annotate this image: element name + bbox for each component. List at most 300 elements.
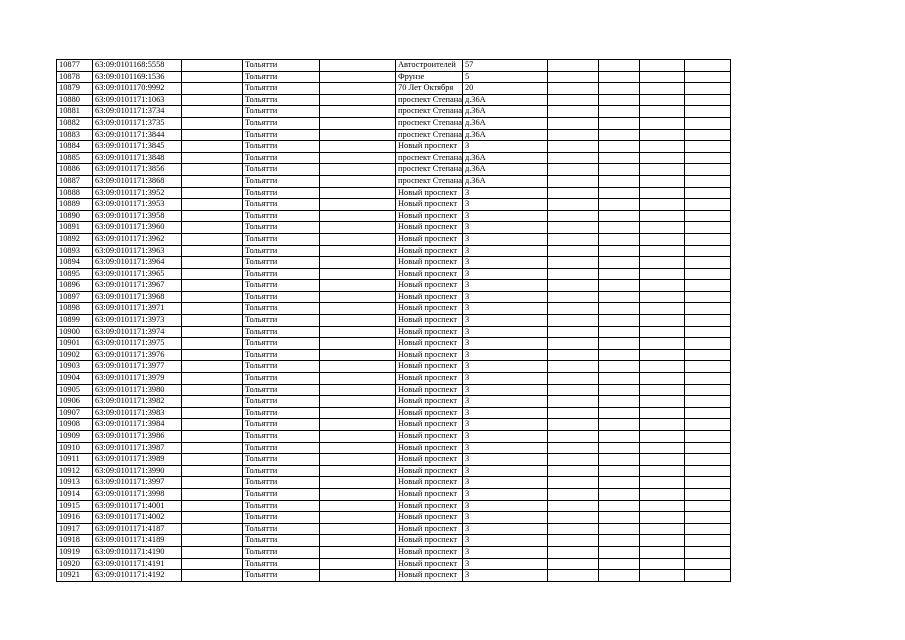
- empty-cell: [598, 106, 639, 118]
- empty-cell: [182, 210, 243, 222]
- empty-cell: [182, 175, 243, 187]
- street-cell: Новый проспект: [396, 141, 463, 153]
- empty-cell: [182, 349, 243, 361]
- empty-cell: [598, 396, 639, 408]
- row-number-cell: 10918: [57, 535, 93, 547]
- row-number-cell: 10878: [57, 71, 93, 83]
- street-cell: Новый проспект: [396, 187, 463, 199]
- empty-cell: [684, 291, 730, 303]
- city-cell: Тольятти: [243, 117, 320, 129]
- empty-cell: [320, 384, 396, 396]
- empty-cell: [639, 268, 684, 280]
- empty-cell: [182, 373, 243, 385]
- empty-cell: [320, 442, 396, 454]
- street-cell: Новый проспект: [396, 442, 463, 454]
- empty-cell: [598, 199, 639, 211]
- street-cell: Новый проспект: [396, 396, 463, 408]
- empty-cell: [182, 488, 243, 500]
- street-cell: Новый проспект: [396, 419, 463, 431]
- city-cell: Тольятти: [243, 407, 320, 419]
- empty-cell: [684, 199, 730, 211]
- city-cell: Тольятти: [243, 570, 320, 582]
- empty-cell: [182, 60, 243, 72]
- table-row: [57, 373, 731, 385]
- cadastral-number-cell: 63:09:0101171:3963: [93, 245, 182, 257]
- street-cell: Новый проспект: [396, 512, 463, 524]
- table-row: [57, 396, 731, 408]
- empty-cell: [684, 129, 730, 141]
- cadastral-number-cell: 63:09:0101171:3990: [93, 465, 182, 477]
- empty-cell: [684, 106, 730, 118]
- cadastral-number-cell: 63:09:0101171:3998: [93, 488, 182, 500]
- empty-cell: [320, 431, 396, 443]
- cadastral-number-cell: 63:09:0101171:4192: [93, 570, 182, 582]
- street-cell: Новый проспект: [396, 303, 463, 315]
- city-cell: Тольятти: [243, 94, 320, 106]
- street-cell: Новый проспект: [396, 280, 463, 292]
- table-row: [57, 570, 731, 582]
- empty-cell: [547, 396, 598, 408]
- empty-cell: [182, 71, 243, 83]
- cadastral-number-cell: 63:09:0101171:3964: [93, 257, 182, 269]
- house-number-cell: 3: [462, 361, 547, 373]
- empty-cell: [598, 222, 639, 234]
- empty-cell: [547, 83, 598, 95]
- empty-cell: [598, 431, 639, 443]
- empty-cell: [684, 407, 730, 419]
- empty-cell: [547, 384, 598, 396]
- empty-cell: [320, 199, 396, 211]
- empty-cell: [320, 245, 396, 257]
- table-row: [57, 175, 731, 187]
- empty-cell: [547, 558, 598, 570]
- row-number-cell: 10917: [57, 523, 93, 535]
- cadastral-number-cell: 63:09:0101171:3968: [93, 291, 182, 303]
- empty-cell: [684, 338, 730, 350]
- empty-cell: [320, 488, 396, 500]
- city-cell: Тольятти: [243, 465, 320, 477]
- city-cell: Тольятти: [243, 523, 320, 535]
- row-number-cell: 10883: [57, 129, 93, 141]
- empty-cell: [320, 141, 396, 153]
- house-number-cell: 3: [462, 280, 547, 292]
- empty-cell: [182, 477, 243, 489]
- empty-cell: [320, 454, 396, 466]
- empty-cell: [639, 512, 684, 524]
- street-cell: Новый проспект: [396, 535, 463, 547]
- city-cell: Тольятти: [243, 175, 320, 187]
- empty-cell: [639, 523, 684, 535]
- empty-cell: [182, 338, 243, 350]
- row-number-cell: 10892: [57, 233, 93, 245]
- empty-cell: [684, 152, 730, 164]
- cadastral-number-cell: 63:09:0101171:3734: [93, 106, 182, 118]
- house-number-cell: 57: [462, 60, 547, 72]
- cadastral-number-cell: 63:09:0101171:3983: [93, 407, 182, 419]
- empty-cell: [547, 488, 598, 500]
- city-cell: Тольятти: [243, 141, 320, 153]
- row-number-cell: 10903: [57, 361, 93, 373]
- empty-cell: [547, 175, 598, 187]
- street-cell: Новый проспект: [396, 546, 463, 558]
- empty-cell: [598, 152, 639, 164]
- house-number-cell: 3: [462, 535, 547, 547]
- empty-cell: [598, 512, 639, 524]
- row-number-cell: 10897: [57, 291, 93, 303]
- house-number-cell: 3: [462, 431, 547, 443]
- street-cell: проспект Степана: [396, 117, 463, 129]
- empty-cell: [547, 94, 598, 106]
- empty-cell: [320, 187, 396, 199]
- empty-cell: [684, 512, 730, 524]
- empty-cell: [320, 280, 396, 292]
- empty-cell: [320, 558, 396, 570]
- empty-cell: [182, 465, 243, 477]
- street-cell: проспект Степана: [396, 175, 463, 187]
- row-number-cell: 10921: [57, 570, 93, 582]
- table-row: [57, 210, 731, 222]
- city-cell: Тольятти: [243, 129, 320, 141]
- empty-cell: [320, 106, 396, 118]
- empty-cell: [598, 257, 639, 269]
- empty-cell: [639, 570, 684, 582]
- empty-cell: [684, 570, 730, 582]
- empty-cell: [598, 175, 639, 187]
- cadastral-number-cell: 63:09:0101171:3965: [93, 268, 182, 280]
- house-number-cell: 3: [462, 257, 547, 269]
- city-cell: Тольятти: [243, 558, 320, 570]
- empty-cell: [598, 141, 639, 153]
- empty-cell: [639, 129, 684, 141]
- empty-cell: [598, 407, 639, 419]
- row-number-cell: 10890: [57, 210, 93, 222]
- street-cell: 70 Лет Октября: [396, 83, 463, 95]
- street-cell: Новый проспект: [396, 558, 463, 570]
- empty-cell: [598, 523, 639, 535]
- city-cell: Тольятти: [243, 396, 320, 408]
- empty-cell: [598, 373, 639, 385]
- table-row: [57, 477, 731, 489]
- row-number-cell: 10913: [57, 477, 93, 489]
- house-number-cell: д.36А: [462, 129, 547, 141]
- table-row: [57, 71, 731, 83]
- row-number-cell: 10905: [57, 384, 93, 396]
- row-number-cell: 10891: [57, 222, 93, 234]
- empty-cell: [639, 187, 684, 199]
- house-number-cell: 3: [462, 303, 547, 315]
- empty-cell: [320, 396, 396, 408]
- empty-cell: [320, 222, 396, 234]
- table-row: [57, 303, 731, 315]
- empty-cell: [320, 570, 396, 582]
- empty-cell: [639, 384, 684, 396]
- table-row: [57, 500, 731, 512]
- empty-cell: [639, 419, 684, 431]
- empty-cell: [547, 338, 598, 350]
- row-number-cell: 10907: [57, 407, 93, 419]
- street-cell: проспект Степана: [396, 129, 463, 141]
- empty-cell: [182, 361, 243, 373]
- cadastral-number-cell: 63:09:0101171:3979: [93, 373, 182, 385]
- row-number-cell: 10906: [57, 396, 93, 408]
- street-cell: Новый проспект: [396, 384, 463, 396]
- house-number-cell: д.36А: [462, 106, 547, 118]
- table-row: [57, 454, 731, 466]
- cadastral-number-cell: 63:09:0101171:3986: [93, 431, 182, 443]
- street-cell: Новый проспект: [396, 268, 463, 280]
- city-cell: Тольятти: [243, 361, 320, 373]
- empty-cell: [182, 222, 243, 234]
- city-cell: Тольятти: [243, 477, 320, 489]
- cadastral-number-cell: 63:09:0101171:3735: [93, 117, 182, 129]
- empty-cell: [547, 303, 598, 315]
- table-row: [57, 442, 731, 454]
- empty-cell: [598, 187, 639, 199]
- cadastral-number-cell: 63:09:0101171:3980: [93, 384, 182, 396]
- empty-cell: [639, 535, 684, 547]
- city-cell: Тольятти: [243, 500, 320, 512]
- house-number-cell: 3: [462, 199, 547, 211]
- empty-cell: [684, 349, 730, 361]
- table-row: [57, 407, 731, 419]
- house-number-cell: 3: [462, 373, 547, 385]
- empty-cell: [320, 465, 396, 477]
- street-cell: Новый проспект: [396, 431, 463, 443]
- empty-cell: [639, 233, 684, 245]
- empty-cell: [639, 71, 684, 83]
- cadastral-number-cell: 63:09:0101171:3952: [93, 187, 182, 199]
- city-cell: Тольятти: [243, 349, 320, 361]
- empty-cell: [639, 500, 684, 512]
- empty-cell: [182, 326, 243, 338]
- empty-cell: [182, 233, 243, 245]
- city-cell: Тольятти: [243, 488, 320, 500]
- house-number-cell: 3: [462, 442, 547, 454]
- empty-cell: [547, 500, 598, 512]
- empty-cell: [182, 164, 243, 176]
- table-row: [57, 222, 731, 234]
- empty-cell: [182, 523, 243, 535]
- empty-cell: [547, 523, 598, 535]
- empty-cell: [547, 210, 598, 222]
- row-number-cell: 10898: [57, 303, 93, 315]
- street-cell: Новый проспект: [396, 523, 463, 535]
- empty-cell: [684, 361, 730, 373]
- empty-cell: [684, 245, 730, 257]
- empty-cell: [684, 326, 730, 338]
- empty-cell: [547, 442, 598, 454]
- empty-cell: [547, 164, 598, 176]
- row-number-cell: 10888: [57, 187, 93, 199]
- empty-cell: [684, 233, 730, 245]
- table-row: [57, 419, 731, 431]
- row-number-cell: 10902: [57, 349, 93, 361]
- empty-cell: [547, 106, 598, 118]
- empty-cell: [639, 60, 684, 72]
- empty-cell: [320, 175, 396, 187]
- empty-cell: [182, 199, 243, 211]
- house-number-cell: д.36А: [462, 152, 547, 164]
- empty-cell: [639, 558, 684, 570]
- row-number-cell: 10880: [57, 94, 93, 106]
- empty-cell: [639, 175, 684, 187]
- empty-cell: [320, 407, 396, 419]
- house-number-cell: 3: [462, 512, 547, 524]
- empty-cell: [182, 152, 243, 164]
- empty-cell: [639, 454, 684, 466]
- empty-cell: [182, 141, 243, 153]
- street-cell: Новый проспект: [396, 315, 463, 327]
- city-cell: Тольятти: [243, 291, 320, 303]
- empty-cell: [547, 349, 598, 361]
- street-cell: проспект Степана: [396, 106, 463, 118]
- street-cell: проспект Степана: [396, 152, 463, 164]
- cadastral-number-cell: 63:09:0101171:3997: [93, 477, 182, 489]
- house-number-cell: 3: [462, 500, 547, 512]
- cadastral-number-cell: 63:09:0101171:4002: [93, 512, 182, 524]
- cadastral-number-cell: 63:09:0101171:1063: [93, 94, 182, 106]
- table-row: [57, 164, 731, 176]
- table-row: [57, 117, 731, 129]
- empty-cell: [598, 245, 639, 257]
- house-number-cell: 3: [462, 349, 547, 361]
- street-cell: Новый проспект: [396, 500, 463, 512]
- empty-cell: [684, 396, 730, 408]
- city-cell: Тольятти: [243, 164, 320, 176]
- empty-cell: [182, 431, 243, 443]
- empty-cell: [598, 488, 639, 500]
- empty-cell: [182, 546, 243, 558]
- empty-cell: [639, 546, 684, 558]
- empty-cell: [639, 164, 684, 176]
- house-number-cell: 3: [462, 141, 547, 153]
- city-cell: Тольятти: [243, 454, 320, 466]
- empty-cell: [598, 164, 639, 176]
- house-number-cell: 3: [462, 245, 547, 257]
- empty-cell: [684, 175, 730, 187]
- empty-cell: [639, 349, 684, 361]
- empty-cell: [320, 512, 396, 524]
- empty-cell: [598, 60, 639, 72]
- empty-cell: [182, 454, 243, 466]
- empty-cell: [547, 280, 598, 292]
- empty-cell: [547, 535, 598, 547]
- empty-cell: [639, 431, 684, 443]
- empty-cell: [320, 268, 396, 280]
- cadastral-number-cell: 63:09:0101171:4190: [93, 546, 182, 558]
- table-row: [57, 280, 731, 292]
- empty-cell: [639, 257, 684, 269]
- table-row: [57, 245, 731, 257]
- table-row: [57, 512, 731, 524]
- empty-cell: [639, 245, 684, 257]
- empty-cell: [598, 454, 639, 466]
- row-number-cell: 10912: [57, 465, 93, 477]
- empty-cell: [182, 245, 243, 257]
- empty-cell: [320, 83, 396, 95]
- empty-cell: [639, 338, 684, 350]
- empty-cell: [684, 71, 730, 83]
- street-cell: Фрунзе: [396, 71, 463, 83]
- empty-cell: [547, 129, 598, 141]
- empty-cell: [684, 141, 730, 153]
- empty-cell: [547, 512, 598, 524]
- empty-cell: [320, 257, 396, 269]
- city-cell: Тольятти: [243, 419, 320, 431]
- cadastral-number-cell: 63:09:0101171:3974: [93, 326, 182, 338]
- empty-cell: [320, 164, 396, 176]
- empty-cell: [182, 396, 243, 408]
- cadastral-number-cell: 63:09:0101171:3868: [93, 175, 182, 187]
- empty-cell: [547, 152, 598, 164]
- row-number-cell: 10920: [57, 558, 93, 570]
- row-number-cell: 10910: [57, 442, 93, 454]
- table-row: [57, 523, 731, 535]
- street-cell: проспект Степана: [396, 164, 463, 176]
- house-number-cell: 3: [462, 338, 547, 350]
- empty-cell: [639, 222, 684, 234]
- house-number-cell: 3: [462, 454, 547, 466]
- row-number-cell: 10916: [57, 512, 93, 524]
- empty-cell: [182, 129, 243, 141]
- city-cell: Тольятти: [243, 303, 320, 315]
- empty-cell: [639, 199, 684, 211]
- empty-cell: [182, 419, 243, 431]
- city-cell: Тольятти: [243, 83, 320, 95]
- street-cell: Новый проспект: [396, 465, 463, 477]
- row-number-cell: 10904: [57, 373, 93, 385]
- empty-cell: [598, 94, 639, 106]
- street-cell: Новый проспект: [396, 233, 463, 245]
- empty-cell: [547, 407, 598, 419]
- cadastral-number-cell: 63:09:0101171:3982: [93, 396, 182, 408]
- row-number-cell: 10901: [57, 338, 93, 350]
- table-row: [57, 129, 731, 141]
- empty-cell: [547, 233, 598, 245]
- empty-cell: [182, 384, 243, 396]
- empty-cell: [639, 407, 684, 419]
- row-number-cell: 10887: [57, 175, 93, 187]
- empty-cell: [684, 454, 730, 466]
- house-number-cell: 3: [462, 187, 547, 199]
- city-cell: Тольятти: [243, 512, 320, 524]
- empty-cell: [182, 303, 243, 315]
- cadastral-number-cell: 63:09:0101171:4001: [93, 500, 182, 512]
- empty-cell: [639, 442, 684, 454]
- row-number-cell: 10895: [57, 268, 93, 280]
- empty-cell: [547, 465, 598, 477]
- empty-cell: [547, 373, 598, 385]
- empty-cell: [547, 257, 598, 269]
- empty-cell: [598, 233, 639, 245]
- empty-cell: [684, 465, 730, 477]
- row-number-cell: 10881: [57, 106, 93, 118]
- empty-cell: [547, 268, 598, 280]
- empty-cell: [684, 280, 730, 292]
- empty-cell: [182, 83, 243, 95]
- empty-cell: [182, 558, 243, 570]
- empty-cell: [598, 419, 639, 431]
- street-cell: Новый проспект: [396, 349, 463, 361]
- empty-cell: [598, 477, 639, 489]
- empty-cell: [320, 326, 396, 338]
- city-cell: Тольятти: [243, 245, 320, 257]
- street-cell: Новый проспект: [396, 326, 463, 338]
- row-number-cell: 10894: [57, 257, 93, 269]
- city-cell: Тольятти: [243, 373, 320, 385]
- empty-cell: [598, 465, 639, 477]
- empty-cell: [684, 303, 730, 315]
